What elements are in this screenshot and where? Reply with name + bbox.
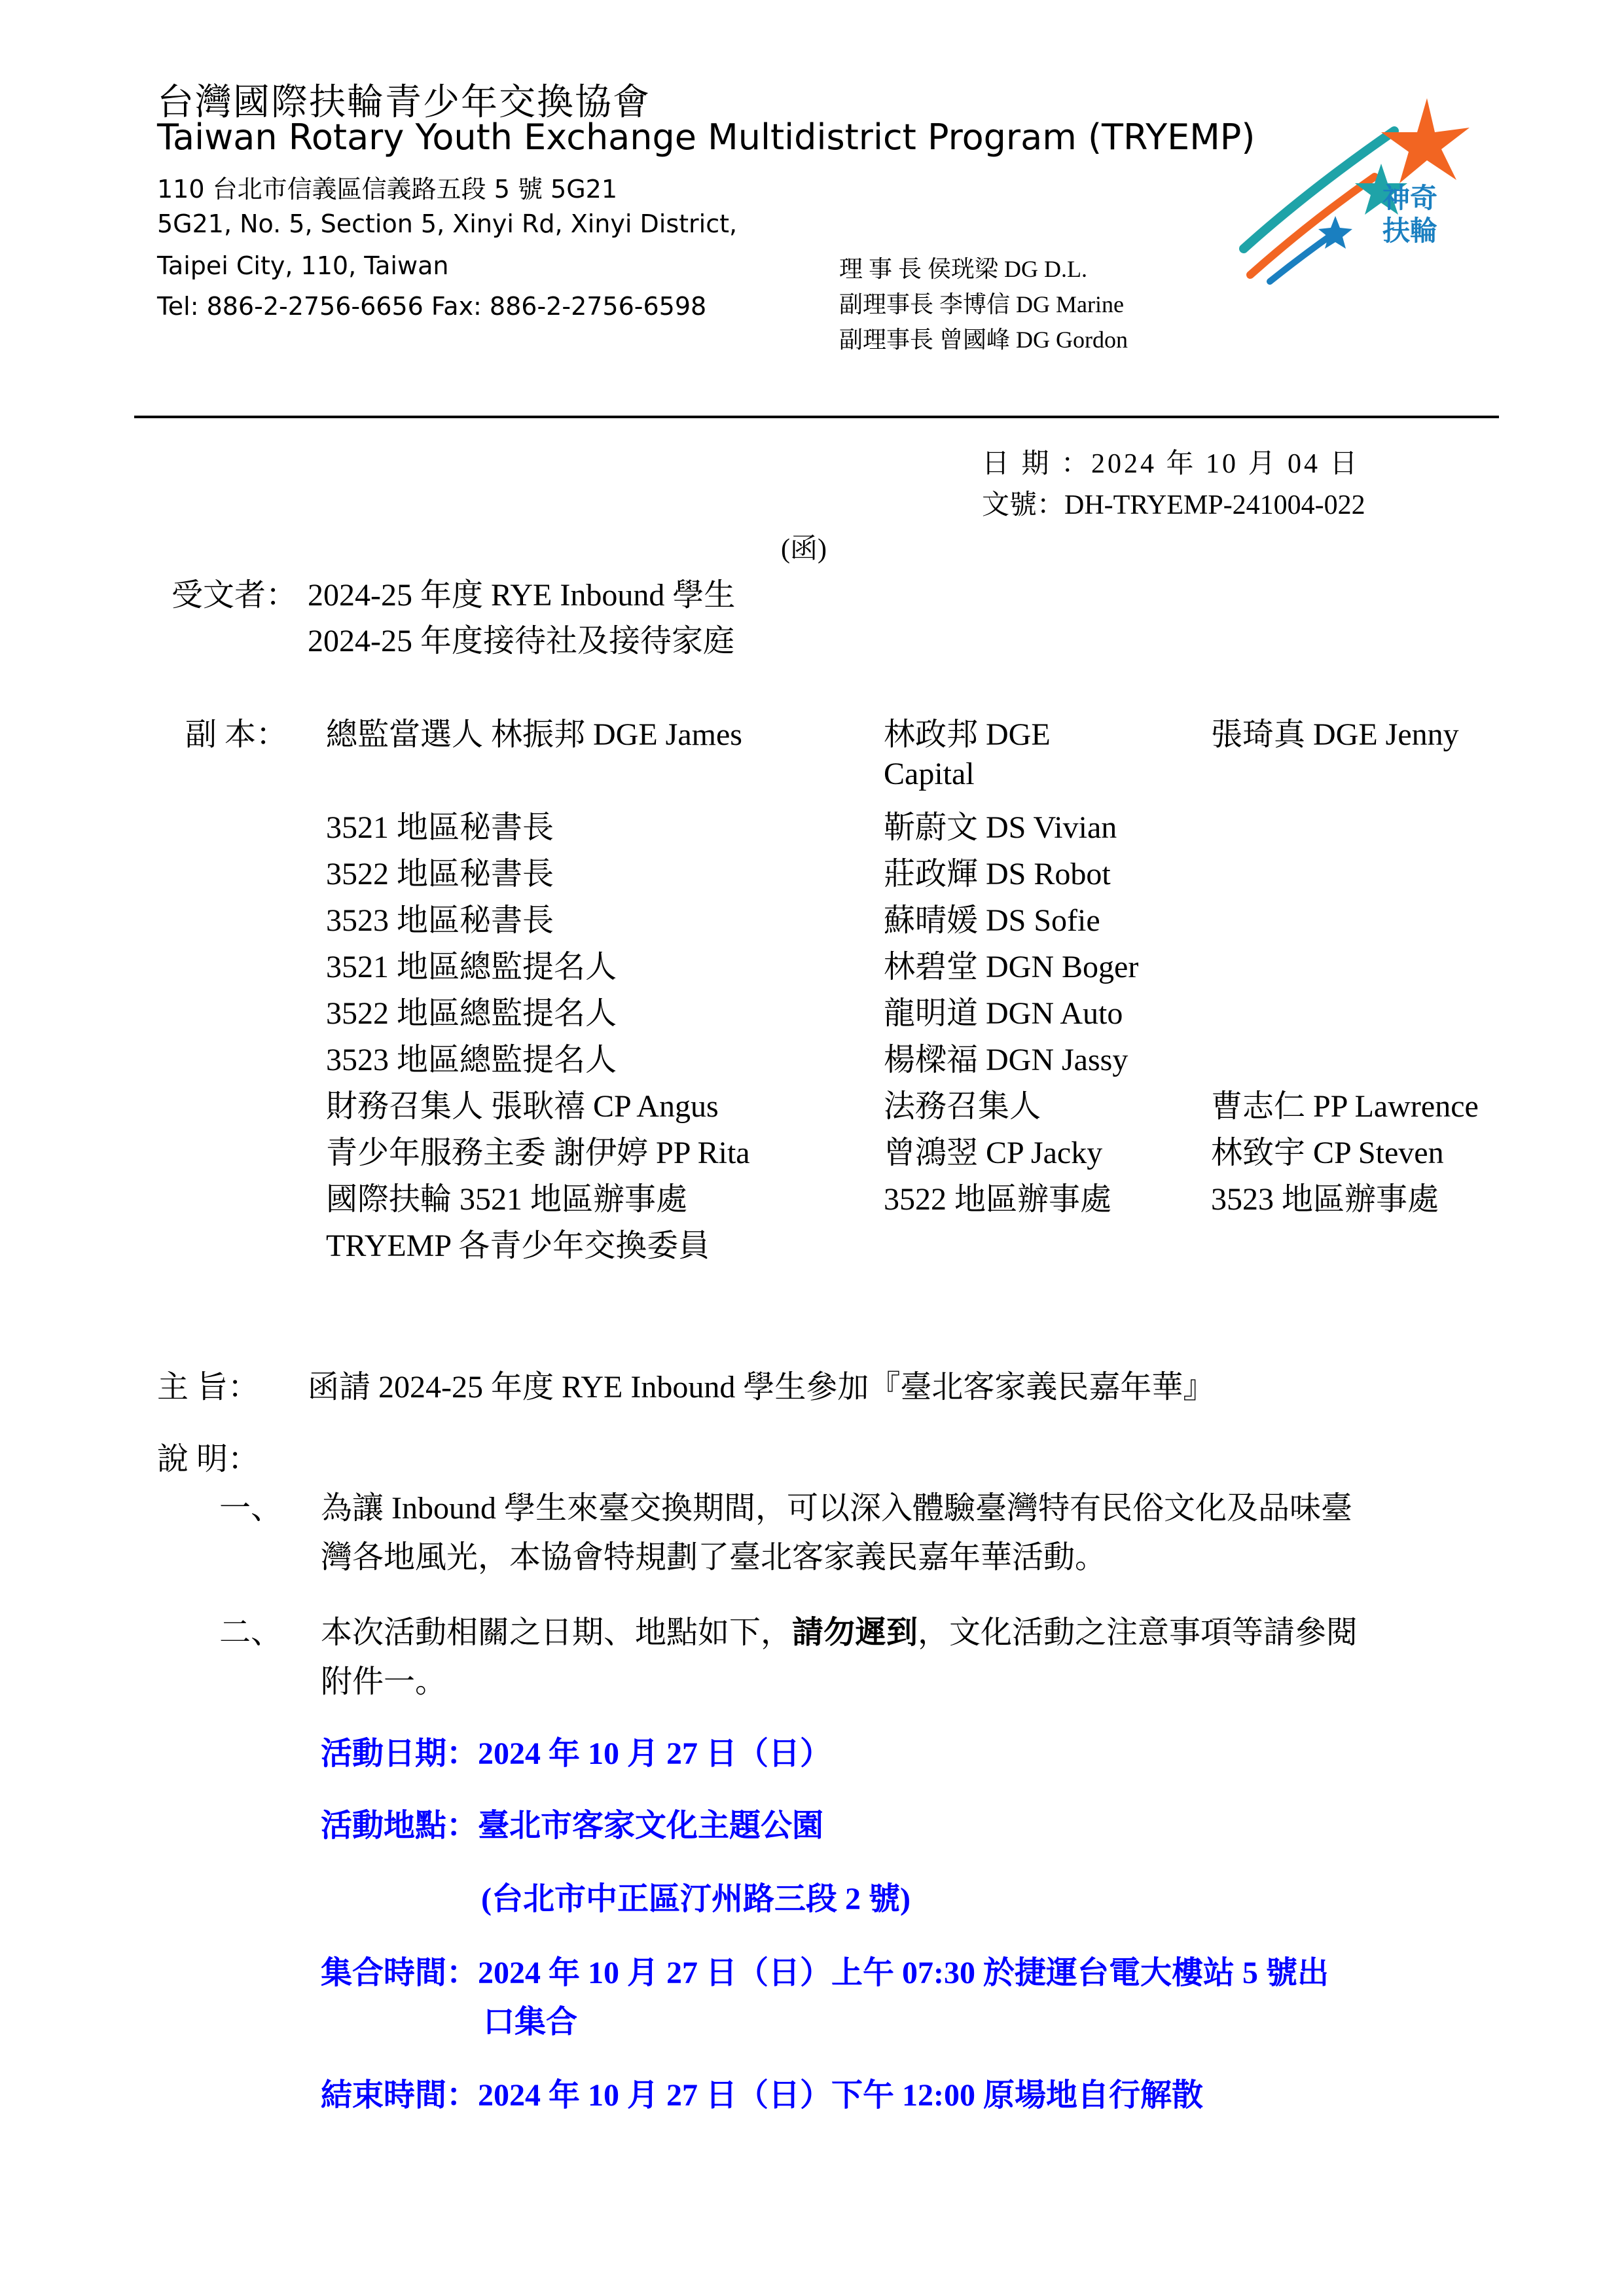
cc-cell: 3523 地區總監提名人 [326, 1043, 617, 1077]
address-line-3: Taipei City, 110, Taiwan [157, 251, 449, 280]
subject-text: 函請 2024-25 年度 RYE Inbound 學生參加『臺北客家義民嘉年華』 [308, 1370, 1215, 1405]
cc-cell: 3521 地區秘書長 [326, 810, 554, 845]
contact-line: Tel: 886-2-2756-6656 Fax: 886-2-2756-6598 [157, 292, 707, 321]
officer-vice-2: 副理事長 曾國峰 DG Gordon [839, 327, 1128, 353]
logo [1231, 92, 1479, 301]
item-2-number: 二、 [219, 1615, 283, 1650]
explanation-label: 說 明： [157, 1442, 260, 1477]
item-1-line-1: 為讓 Inbound 學生來臺交換期間，可以深入體驗臺灣特有民俗文化及品味臺 [321, 1491, 1352, 1526]
document-number: 文號：DH-TRYEMP-241004-022 [982, 490, 1365, 520]
item-1-line-2: 灣各地風光，本協會特規劃了臺北客家義民嘉年華活動。 [321, 1540, 1107, 1575]
recipient-line-1: 2024-25 年度 RYE Inbound 學生 [308, 578, 736, 613]
document-type: (函) [781, 534, 827, 564]
event-end: 結束時間：2024 年 10 月 27 日（日）下午 12:00 原場地自行解散 [321, 2078, 1203, 2113]
cc-cell: 林碧堂 DGN Boger [884, 950, 1139, 984]
cc-cell: 3523 地區秘書長 [326, 903, 554, 938]
address-line-2: 5G21, No. 5, Section 5, Xinyi Rd, Xinyi District, [157, 209, 738, 238]
address-line-1: 110 台北市信義區信義路五段 5 號 5G21 [157, 175, 618, 204]
cc-cell: 3521 地區總監提名人 [326, 950, 617, 984]
recipients-label: 受文者： [171, 578, 298, 613]
star-logo-graphic [1231, 92, 1479, 301]
cc-cell: 3523 地區辦事處 [1211, 1182, 1439, 1217]
cc-cell: TRYEMP 各青少年交換委員 [326, 1229, 710, 1263]
cc-cell: 楊樑福 DGN Jassy [884, 1043, 1128, 1077]
item-2-text-a: 本次活動相關之日期、地點如下， [321, 1615, 793, 1650]
cc-cell: 財務召集人 張耿禧 CP Angus [326, 1089, 719, 1124]
cc-cell: 3522 地區總監提名人 [326, 996, 617, 1031]
document-date: 日 期 ：2024 年 10 月 04 日 [982, 449, 1360, 479]
org-name-en: Taiwan Rotary Youth Exchange Multidistrict Program (TRYEMP) [157, 117, 1255, 158]
cc-cell: 莊政輝 DS Robot [884, 857, 1111, 891]
recipient-line-2: 2024-25 年度接待社及接待家庭 [308, 624, 734, 658]
cc-cell: 林政邦 DGE [884, 717, 1051, 752]
cc-cell: 3522 地區辦事處 [884, 1182, 1112, 1217]
cc-cell: 3522 地區秘書長 [326, 857, 554, 891]
cc-cell: 曾鴻翌 CP Jacky [884, 1136, 1103, 1170]
item-2-emphasis: 請勿遲到 [792, 1615, 918, 1650]
cc-cell: 國際扶輪 3521 地區辦事處 [326, 1182, 688, 1217]
cc-cell: 龍明道 DGN Auto [884, 996, 1123, 1031]
officer-chair: 理 事 長 侯珖梁 DG D.L. [839, 256, 1087, 282]
org-name-zh: 台灣國際扶輪青少年交換協會 [157, 82, 651, 123]
cc-cell: 蘇晴媛 DS Sofie [884, 903, 1100, 938]
event-location-address: (台北市中正區汀州路三段 2 號) [481, 1882, 911, 1916]
cc-cell: 林致宇 CP Steven [1211, 1136, 1444, 1170]
cc-cell: 法務召集人 [884, 1089, 1041, 1124]
logo-text-line-2: 扶輪 [1382, 215, 1438, 247]
cc-cell: 張琦真 DGE Jenny [1211, 717, 1459, 752]
item-1-number: 一、 [219, 1491, 283, 1526]
cc-cell: 曹志仁 PP Lawrence [1211, 1089, 1479, 1124]
event-gather-line-2: 口集合 [483, 2005, 578, 2039]
officer-vice-1: 副理事長 李博信 DG Marine [839, 291, 1124, 317]
cc-cell: 總監當選人 林振邦 DGE James [326, 717, 742, 752]
event-date: 活動日期：2024 年 10 月 27 日（日） [321, 1736, 832, 1771]
event-location: 活動地點：臺北市客家文化主題公園 [321, 1808, 824, 1843]
logo-text-line-1: 神奇 [1382, 182, 1438, 214]
header-divider [134, 416, 1499, 418]
item-2-text-b: ，文化活動之注意事項等請參閱 [918, 1615, 1358, 1650]
cc-label: 副 本： [185, 717, 288, 752]
event-gather-line-1: 集合時間：2024 年 10 月 27 日（日）上午 07:30 於捷運台電大樓站 5 號出 [321, 1956, 1329, 1990]
cc-cell: 靳蔚文 DS Vivian [884, 810, 1117, 845]
cc-cell: Capital [884, 757, 975, 791]
cc-cell: 青少年服務主委 謝伊婷 PP Rita [326, 1136, 750, 1170]
subject-label: 主 旨： [157, 1370, 260, 1405]
item-2-line-2: 附件一。 [321, 1664, 447, 1699]
item-2-line-1 [321, 1607, 1358, 1652]
